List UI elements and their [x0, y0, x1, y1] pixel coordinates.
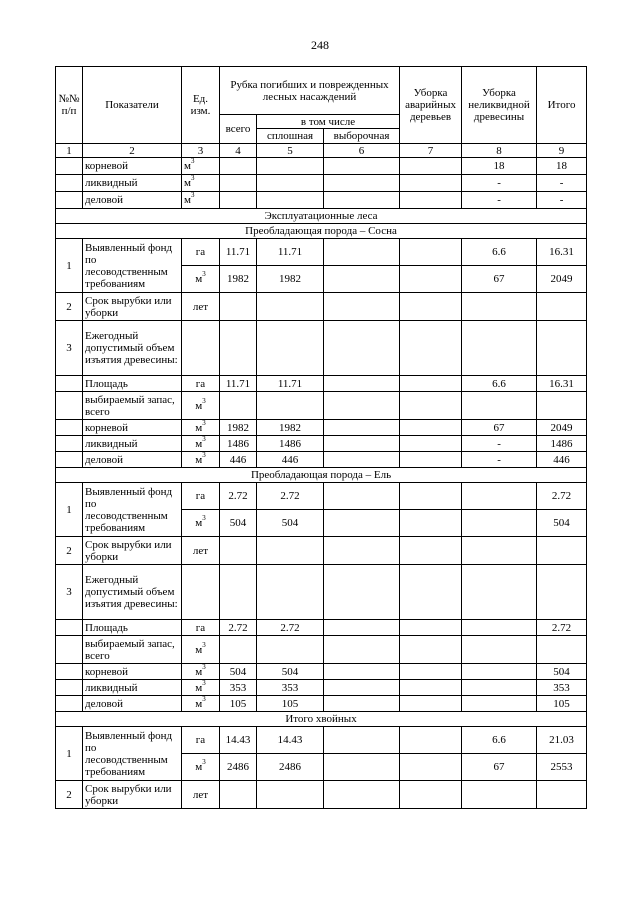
cell: 504 [220, 510, 257, 537]
row-label: Выявленный фонд по лесоводственным требованиям [83, 727, 182, 781]
table-row [56, 376, 587, 392]
row-label: Площадь [83, 620, 182, 636]
section-conifer: Итого хвойных [56, 712, 587, 727]
cell: 6.6 [462, 239, 537, 266]
row-label: Выявленный фонд по лесоводственным требованиям [83, 239, 182, 293]
table-row [56, 321, 587, 376]
header-unit: Ед. изм. [182, 67, 220, 144]
table-row [56, 680, 587, 696]
cell: 2553 [537, 754, 587, 781]
table-row [56, 192, 587, 209]
cell [220, 158, 257, 175]
col-number: 9 [537, 144, 587, 158]
unit-cell: $м^3$ [182, 266, 220, 293]
unit-cell: $м^3$ [182, 436, 220, 452]
cell: 2.72 [537, 483, 587, 510]
row-label: Срок вырубки или уборки [83, 293, 182, 321]
header-num: №№ п/п [56, 67, 83, 144]
cell [324, 175, 400, 192]
column-numbers-row [56, 144, 587, 158]
cell: 18 [462, 158, 537, 175]
row-label: ликвидный [83, 436, 182, 452]
table-row [56, 781, 587, 809]
table-row [56, 537, 587, 565]
col-number: 6 [324, 144, 400, 158]
unit-cell: га [182, 239, 220, 266]
col-number: 7 [400, 144, 462, 158]
cell: 11.71 [220, 239, 257, 266]
cell: 504 [537, 510, 587, 537]
col-number: 3 [182, 144, 220, 158]
cell: 1982 [257, 266, 324, 293]
section-spruce: Преобладающая порода – Ель [56, 468, 587, 483]
cell: 21.03 [537, 727, 587, 754]
row-number: 3 [56, 565, 83, 620]
table-row [56, 636, 587, 664]
unit-cell: $м^3$ [182, 664, 220, 680]
cell: - [462, 192, 537, 209]
cell: 105 [537, 696, 587, 712]
cell: 16.31 [537, 239, 587, 266]
unit-cell: га [182, 483, 220, 510]
cell: 446 [537, 452, 587, 468]
row-label: выбираемый запас, всего [83, 636, 182, 664]
cell: 1982 [257, 420, 324, 436]
section-pine: Преобладающая порода – Сосна [56, 224, 587, 239]
unit-cell: га [182, 727, 220, 754]
cell [220, 175, 257, 192]
cell [400, 158, 462, 175]
cell [462, 696, 537, 712]
row-label: Срок вырубки или уборки [83, 781, 182, 809]
unit-cell: $м^3$ [182, 636, 220, 664]
row-label: деловой [83, 696, 182, 712]
col-number: 1 [56, 144, 83, 158]
cell: 1486 [537, 436, 587, 452]
row-label: деловой [83, 192, 182, 209]
cell: 67 [462, 266, 537, 293]
cell: 16.31 [537, 376, 587, 392]
row-label: выбираемый запас, всего [83, 392, 182, 420]
cell: 353 [537, 680, 587, 696]
cell [257, 175, 324, 192]
row-label: Выявленный фонд по лесоводственным требованиям [83, 483, 182, 537]
cell: 67 [462, 420, 537, 436]
header-emergency: Уборка аварийных деревьев [400, 67, 462, 144]
unit-cell: $м^3$ [182, 452, 220, 468]
cell: 504 [537, 664, 587, 680]
header-total-all: всего [220, 115, 257, 144]
header-result: Итого [537, 67, 587, 144]
cell: 2049 [537, 266, 587, 293]
row-label: Ежегодный допустимый объем изъятия древесины: [83, 321, 182, 376]
row-label: Площадь [83, 376, 182, 392]
unit-cell: $м^3$ [182, 158, 220, 175]
row-number: 2 [56, 293, 83, 321]
unit-cell: $м^3$ [182, 392, 220, 420]
row-number: 1 [56, 727, 83, 781]
row-number: 2 [56, 781, 83, 809]
header-indicators: Показатели [83, 67, 182, 144]
table-row [56, 696, 587, 712]
cell: 6.6 [462, 376, 537, 392]
cell [257, 158, 324, 175]
cell [324, 192, 400, 209]
cell: 504 [257, 510, 324, 537]
row-label: корневой [83, 158, 182, 175]
table-row [56, 175, 587, 192]
cell: 504 [220, 664, 257, 680]
table-row [56, 483, 587, 510]
cell: 1486 [220, 436, 257, 452]
cell [400, 175, 462, 192]
cell: 1982 [220, 266, 257, 293]
cell: 1982 [220, 420, 257, 436]
row-label: ликвидный [83, 680, 182, 696]
cell [220, 192, 257, 209]
header-cutting: Рубка погибших и поврежденных лесных насаждений [220, 67, 400, 115]
cell: - [462, 175, 537, 192]
header-clear: сплошная [257, 129, 324, 144]
cell: - [537, 192, 587, 209]
cell: - [462, 452, 537, 468]
table-row [56, 436, 587, 452]
table-row [56, 392, 587, 420]
unit-cell: $м^3$ [182, 754, 220, 781]
cell: 2.72 [537, 620, 587, 636]
col-number: 8 [462, 144, 537, 158]
header-selective: выборочная [324, 129, 400, 144]
unit-cell: $м^3$ [182, 696, 220, 712]
cell: 6.6 [462, 727, 537, 754]
table-row [56, 239, 587, 266]
cell [462, 620, 537, 636]
cell: 446 [257, 452, 324, 468]
row-number: 1 [56, 239, 83, 293]
cell: 1486 [257, 436, 324, 452]
cell [462, 680, 537, 696]
cell: 14.43 [220, 727, 257, 754]
unit-cell: $м^3$ [182, 175, 220, 192]
row-label: деловой [83, 452, 182, 468]
cell: 14.43 [257, 727, 324, 754]
table-row [56, 565, 587, 620]
cell [324, 158, 400, 175]
table-row [56, 664, 587, 680]
col-number: 2 [83, 144, 182, 158]
cell: 2.72 [257, 483, 324, 510]
unit-cell: $м^3$ [182, 510, 220, 537]
page-number: 248 [311, 38, 329, 52]
cell [462, 510, 537, 537]
cell: 11.71 [257, 239, 324, 266]
data-table [55, 66, 587, 809]
cell: 18 [537, 158, 587, 175]
unit-cell: лет [182, 781, 220, 809]
row-label: Срок вырубки или уборки [83, 537, 182, 565]
row-number: 1 [56, 483, 83, 537]
cell: 2.72 [257, 620, 324, 636]
row-label: ликвидный [83, 175, 182, 192]
table-row [56, 293, 587, 321]
cell: 2.72 [220, 620, 257, 636]
cell [257, 192, 324, 209]
table-row [56, 452, 587, 468]
unit-cell: $м^3$ [182, 680, 220, 696]
unit-cell: $м^3$ [182, 192, 220, 209]
unit-cell: $м^3$ [182, 420, 220, 436]
unit-cell: лет [182, 293, 220, 321]
cell: - [537, 175, 587, 192]
cell: 67 [462, 754, 537, 781]
cell: 11.71 [220, 376, 257, 392]
row-number: 3 [56, 321, 83, 376]
unit-cell: лет [182, 537, 220, 565]
cell [400, 192, 462, 209]
cell: 11.71 [257, 376, 324, 392]
header-illiquid: Уборка неликвидной древесины [462, 67, 537, 144]
header-including: в том числе [257, 115, 400, 129]
section-forest: Эксплуатационные леса [56, 209, 587, 224]
row-label: Ежегодный допустимый объем изъятия древесины: [83, 565, 182, 620]
unit-cell: га [182, 620, 220, 636]
cell: 2486 [257, 754, 324, 781]
cell: 353 [257, 680, 324, 696]
table-row [56, 420, 587, 436]
table-row [56, 158, 587, 175]
row-label: корневой [83, 664, 182, 680]
cell: 2049 [537, 420, 587, 436]
cell: 446 [220, 452, 257, 468]
cell: 2.72 [220, 483, 257, 510]
col-number: 4 [220, 144, 257, 158]
row-number: 2 [56, 537, 83, 565]
cell: - [462, 436, 537, 452]
cell [462, 483, 537, 510]
cell: 105 [220, 696, 257, 712]
table-row [56, 620, 587, 636]
cell [462, 664, 537, 680]
cell: 504 [257, 664, 324, 680]
col-number: 5 [257, 144, 324, 158]
cell: 353 [220, 680, 257, 696]
cell: 2486 [220, 754, 257, 781]
table-row [56, 727, 587, 754]
unit-cell: га [182, 376, 220, 392]
cell: 105 [257, 696, 324, 712]
row-label: корневой [83, 420, 182, 436]
